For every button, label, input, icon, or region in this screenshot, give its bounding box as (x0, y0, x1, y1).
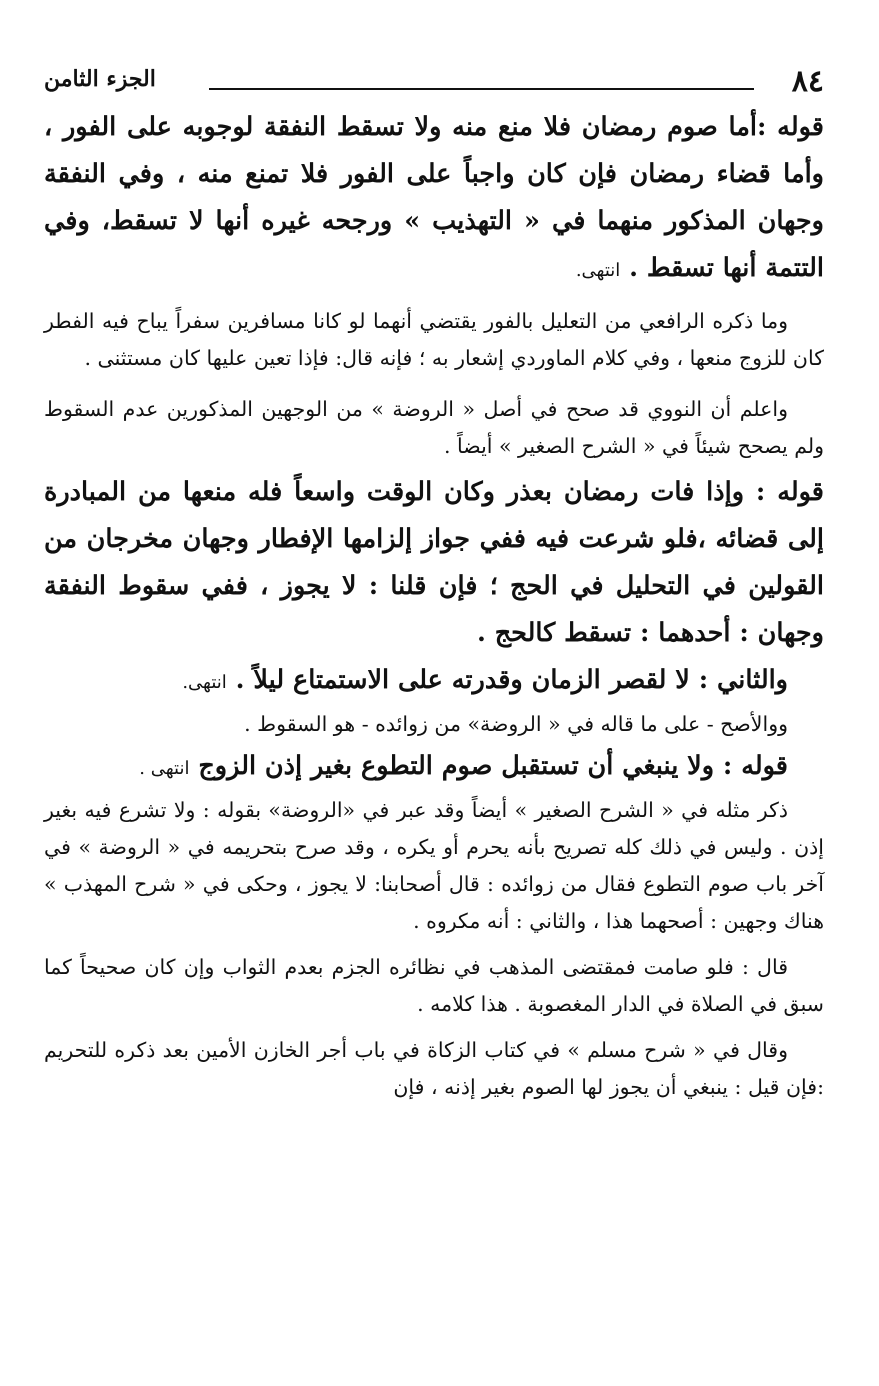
paragraph-text: والثاني : لا لقصر الزمان وقدرته على الاستمتاع ليلاً . (235, 665, 788, 695)
paragraph-text: قوله : وإذا فات رمضان بعذر وكان الوقت واسعاً فله منعها من المبادرة إلى قضائه ،فلو شرعت فيه ففي جواز إلزامها الإفطار وجهان مخرجان من القولين في التحليل في الحج ؛ فإن قلنا : لا يجوز ، ففي سقوط النفقة وجهان : أحدهما : تسقط كالحج . (44, 477, 824, 648)
paragraph-text: وقال في « شرح مسلم » في كتاب الزكاة في باب أجر الخازن الأمين بعد ذكره للتحريم :فإن قيل : ينبغي أن يجوز لها الصوم بغير إذنه ، فإن (44, 1038, 824, 1099)
paragraph-text: قوله : ولا ينبغي أن تستقبل صوم التطوع بغير إذن الزوج (198, 751, 788, 781)
page-header (44, 60, 824, 104)
book-page (44, 60, 824, 1106)
page-number: ٨٤ (791, 64, 824, 99)
paragraph-text: قوله :أما صوم رمضان فلا منع منه ولا تسقط النفقة لوجوبه على الفور ، وأما قضاء رمضان فإن كان واجباً على الفور فلا تمنع منه ، وفي النفقة وجهان المذكور منهما في « التهذيب » ورجحه غيره أنها لا تسقط، وفي التتمة أنها تسقط . (44, 112, 824, 283)
paragraph-quote-2 (44, 469, 824, 657)
header-rule (209, 88, 754, 90)
paragraph-text: وما ذكره الرافعي من التعليل بالفور يقتضي أنهما لو كانا مسافرين سفراً يباح فيه الفطر كان للزوج منعها ، وفي كلام الماوردي إشعار به ؛ فإنه قال: فإذا تعين عليها كان مستثنى . (44, 309, 824, 370)
part-title: الجزء الثامن (44, 66, 156, 92)
paragraph-text: ذكر مثله في « الشرح الصغير » أيضاً وقد عبر في «الروضة» بقوله : ولا تشرع فيه بغير إذن . وليس في ذلك كله تصريح بأنه يحرم أو يكره ، وقد صرح بتحريمه في « الروضة » في آخر باب صوم التطوع فقال من زوائده : قال أصحابنا: لا يجوز ، وحكى في « شرح المهذب » هناك وجهين : أصحهما هذا ، والثاني : أنه مكروه . (44, 798, 824, 933)
paragraph-commentary-5 (44, 949, 824, 1023)
paragraph-quote-1 (44, 104, 824, 294)
paragraph-quote-4 (44, 743, 824, 792)
paragraph-commentary-1 (44, 303, 824, 377)
paragraph-commentary-3 (44, 706, 824, 743)
end-marker: انتهى . (139, 758, 190, 779)
paragraph-text: ووالأصح - على ما قاله في « الروضة» من زوائده - هو السقوط . (244, 712, 788, 736)
paragraph-text: قال : فلو صامت فمقتضى المذهب في نظائره الجزم بعدم الثواب وإن كان صحيحاً كما سبق في الصلاة في الدار المغصوبة . هذا كلامه . (44, 955, 824, 1016)
paragraph-commentary-6 (44, 1032, 824, 1106)
paragraph-quote-3 (44, 657, 824, 706)
paragraph-text: واعلم أن النووي قد صحح في أصل « الروضة » من الوجهين المذكورين عدم السقوط ولم يصحح شيئاً في « الشرح الصغير » أيضاً . (44, 397, 824, 458)
paragraph-commentary-2 (44, 391, 824, 465)
end-marker: انتهى. (575, 260, 621, 281)
paragraph-commentary-4 (44, 792, 824, 940)
end-marker: انتهى. (182, 672, 227, 693)
